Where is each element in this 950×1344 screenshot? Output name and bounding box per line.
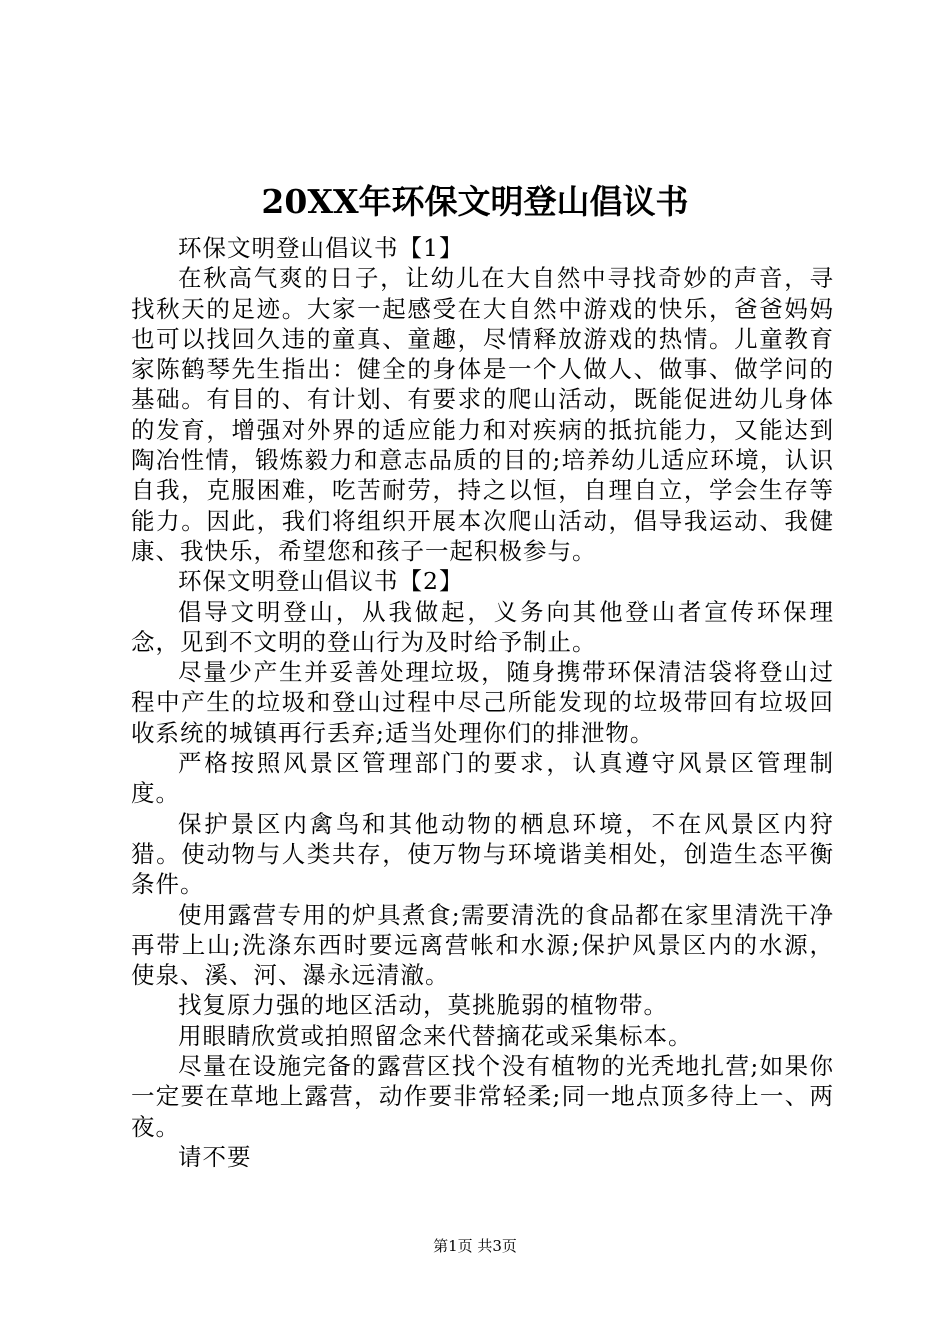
section-heading-1: 环保文明登山倡议书【1】 (178, 234, 464, 262)
paragraph: 找复原力强的地区活动，莫挑脆弱的植物带。 (178, 991, 668, 1020)
paragraph: 倡导文明登山，从我做起，义务向其他登山者宣传环保理念，见到不文明的登山行为及时给予制止。 (131, 597, 834, 656)
paragraph: 尽量少产生并妥善处理垃圾，随身携带环保清洁袋将登山过程中产生的垃圾和登山过程中尽己所能发现的垃圾带回有垃圾回收系统的城镇再行丢弃;适当处理你们的排泄物。 (131, 658, 834, 747)
paragraph: 尽量在设施完备的露营区找个没有植物的光秃地扎营;如果你一定要在草地上露营，动作要非常轻柔;同一地点顶多待上一、两夜。 (131, 1052, 834, 1141)
document-body (131, 233, 834, 1172)
paragraph: 请不要 (178, 1142, 252, 1171)
paragraph: 在秋高气爽的日子，让幼儿在大自然中寻找奇妙的声音，寻找秋天的足迹。大家一起感受在大自然中游戏的快乐，爸爸妈妈也可以找回久违的童真、童趣，尽情释放游戏的热情。儿童教育家陈鹤琴先生指出：健全的身体是一个人做人、做事、做学问的基础。有目的、有计划、有要求的爬山活动，既能促进幼儿身体的发育，增强对外界的适应能力和对疾病的抵抗能力，又能达到陶冶性情，锻炼毅力和意志品质的目的;培养幼儿适应环境，认识自我，克服困难，吃苦耐劳，持之以恒，自理自立，学会生存等能力。因此，我们将组织开展本次爬山活动，倡导我运动、我健康、我快乐，希望您和孩子一起积极参与。 (131, 264, 834, 565)
document-title: 20XX年环保文明登山倡议书 (261, 182, 689, 221)
section-heading-2: 环保文明登山倡议书【2】 (178, 567, 464, 596)
paragraph: 严格按照风景区管理部门的要求，认真遵守风景区管理制度。 (131, 749, 834, 808)
paragraph: 保护景区内禽鸟和其他动物的栖息环境，不在风景区内狩猎。使动物与人类共存，使万物与环境谐美相处，创造生态平衡条件。 (131, 809, 834, 899)
paragraph: 使用露营专用的炉具煮食;需要清洗的食品都在家里清洗干净再带上山;洗涤东西时要远离营帐和水源;保护风景区内的水源，使泉、溪、河、瀑永远清澈。 (131, 900, 834, 990)
page-number-footer: 第1页 共3页 (433, 1237, 517, 1255)
paragraph: 用眼睛欣赏或拍照留念来代替摘花或采集标本。 (178, 1021, 693, 1050)
